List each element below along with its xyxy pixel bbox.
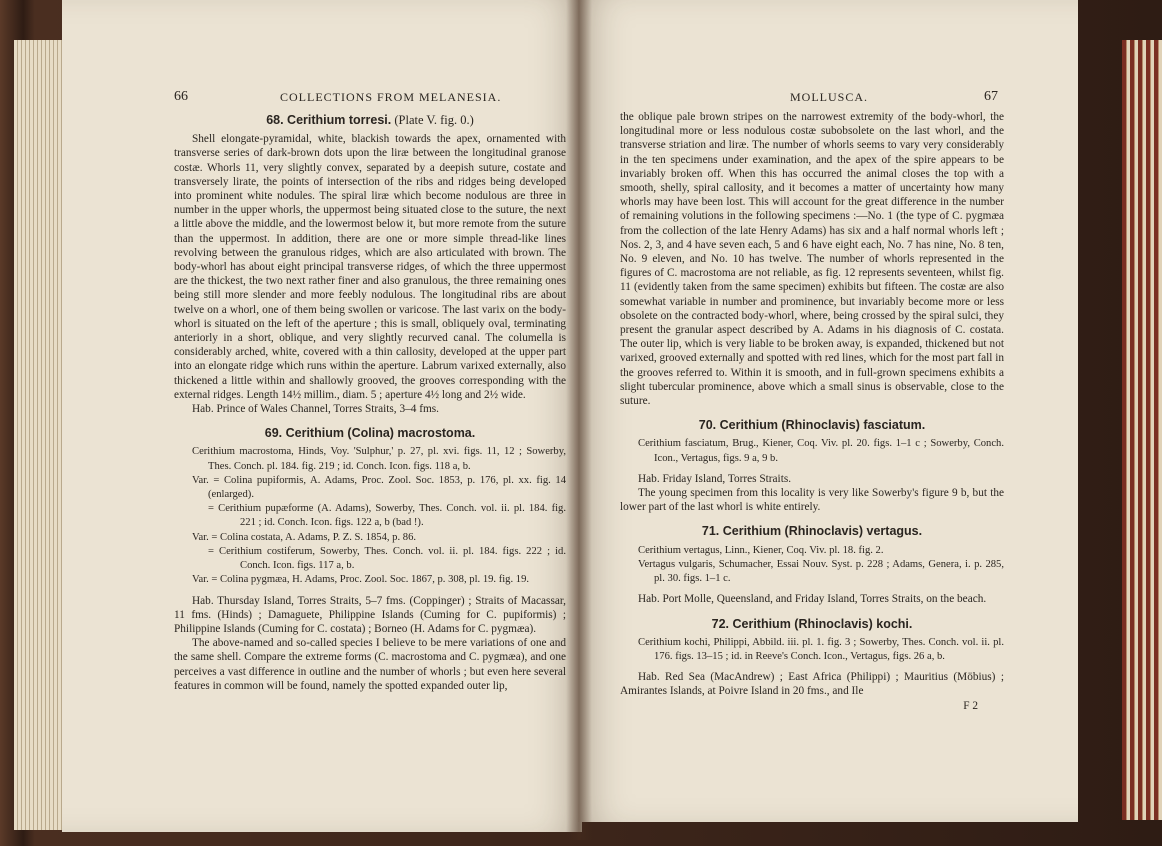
species-title: 70. Cerithium (Rhinoclavis) fasciatum.: [698, 418, 926, 433]
synonymy-ref: Cerithium vertagus, Linn., Kiener, Coq. Viv. pl. 18. fig. 2.: [638, 544, 884, 556]
synonymy-ref: Cerithium kochi, Philippi, Abbild. iii. pl. 1. fig. 3 ; Sowerby, Thes. Conch. vol. ii. pl. 176. figs. 13–15 ; id. in Reeve's Conch. Icon., Vertagus, figs. 26 a, b.: [638, 636, 1004, 662]
synonymy-ref: Var. = Colina costata, A. Adams, P. Z. S. 1854, p. 86.: [192, 531, 417, 543]
page-number: 66: [174, 89, 188, 104]
synonymy-ref: = Cerithium costiferum, Sowerby, Thes. Conch. vol. ii. pl. 184. figs. 222 ; id. Conch. Icon. figs. 117 a, b.: [208, 545, 566, 572]
synonymy-ref: Var. = Colina pupiformis, A. Adams, Proc. Zool. Soc. 1853, p. 176, pl. xx. fig. 14 (enlarged).: [192, 474, 566, 501]
right-text-column: [620, 110, 1004, 713]
habitat-line: Hab. Friday Island, Torres Straits.: [638, 472, 792, 485]
synonymy-ref: Cerithium fasciatum, Brug., Kiener, Coq. Viv. pl. 20. figs. 1–1 c ; Sowerby, Conch. Icon., Vertagus, figs. 9 a, 9 b.: [638, 438, 1004, 464]
synonymy-ref: = Cerithium pupæforme (A. Adams), Sowerby, Thes. Conch. vol. ii. pl. 184. fig. 221 ; id. Conch. Icon. figs. 122 a, b (bad !).: [208, 503, 566, 529]
species-title: 69. Cerithium (Colina) macrostoma.: [264, 426, 476, 441]
continued-paragraph: the oblique pale brown stripes on the narrowest extremity of the body-whorl, the longitudinal more or less nodulous costæ subobsolete on the last whorl, and the transverse striation and liræ. The number of whorls seems to vary very considerably in the ten specimens under examination, and the apex of the spire appears to be invariably broken off. When this has occurred the animal closes the top with a smooth, shelly, spiral callosity, and it becomes a matter of uncertainty how many whorls may have been lost. This will account for the great difference in the number of remaining volutions in the following specimens :—No. 1 (the type of C. pygmæa from the collection of the late Henry Adams) has six and a half normal whorls left ; Nos. 2, 3, and 4 have seven each, 5 and 6 have eight each, No. 7 has nine, No. 8 ten, No. 9 eleven, and No. 10 has twelve. The number of whorls represented in the figures of C. macrostoma are not reliable, as fig. 12 represents seventeen, whilst fig. 11 (evidently taken from the same specimen) exhibits but fifteen. The costæ are also somewhat variable in number and prominence, but invariably become more or less obsolete on the contracted body-whorl, where, being crossed by the spiral sulci, they present the granular aspect described by A. Adams in his diagnosis of C. costata. The outer lip, which is very liable to be broken away, is expanded, thickened but not varixed, grooved externally and spotted with red lines, which for the most part fall in the grooves referred to. Within it is smooth, and in full-grown specimens exhibits a slight tubercular prominence, above which a small sinus is observable, close to the suture.: [620, 111, 1004, 408]
synonymy-ref: Cerithium macrostoma, Hinds, Voy. 'Sulphur,' p. 27, pl. xvi. figs. 11, 12 ; Sowerby, Thes. Conch. pl. 184. fig. 219 ; id. Conch. Icon. figs. 118 a, b.: [192, 446, 566, 472]
habitat-line: Hab. Port Molle, Queensland, and Friday Island, Torres Straits, on the beach.: [638, 593, 987, 606]
page-number: 67: [984, 89, 998, 104]
synonymy-ref: Var. = Colina pygmæa, H. Adams, Proc. Zool. Soc. 1867, p. 308, pl. 19. fig. 19.: [192, 574, 530, 586]
species-title: 68. Cerithium torresi.: [266, 113, 392, 127]
section-heading: [174, 426, 566, 440]
printer-signature: F 2: [963, 699, 978, 712]
book-gutter: [566, 0, 592, 840]
left-text-column: [174, 106, 566, 693]
section-heading: [620, 524, 1004, 538]
habitat-line: Hab. Thursday Island, Torres Straits, 5–7 fms. (Coppinger) ; Straits of Macassar, 11 fms. (Hinds) ; Damaguete, Philippine Islands (Cuming for C. pupiformis) ; Philippine Islands (Cuming for C. costata) ; Borneo (H. Adams for C. pygmæa).: [174, 594, 566, 635]
section-heading: [620, 418, 1004, 432]
section-heading: [174, 113, 566, 127]
plate-ref: (Plate V. fig. 0.): [394, 113, 474, 127]
page-edges-right: [1122, 40, 1162, 820]
left-page: [62, 0, 582, 832]
species-title: 72. Cerithium (Rhinoclavis) kochi.: [711, 616, 913, 631]
description-paragraph: Shell elongate-pyramidal, white, blackish towards the apex, ornamented with transverse series of dark-brown dots upon the liræ between the longitudinal granose costæ. Whorls 11, very slightly convex, separated by a deepish suture, costate and transversely lirate, the points of intersection of the ribs and ridges being developed into prominent white nodules. The spiral liræ which become nodulous are three in number in the upper whorls, the uppermost being situated close to the suture, the next a little above the middle, and the lowermost below it, but more remote from the suture than the uppermost. In addition, there are one or more simple thread-like lines revolving between the granulous ridges, which are also articulated with brown. The body-whorl has about eight principal transverse ridges, of which the three uppermost are the thickest, the two next rather finer and also granulous, the three remaining ones being still more slender and more feebly nodulous. The longitudinal ribs are about twelve on a whorl, one of them being swollen or varicose. The last varix on the body-whorl is situated on the left of the aperture ; this is small, obliquely oval, terminating anteriorly in a short, oblique, and very slightly recurved canal. The columella is considerably arched, white, covered with a thin callosity, developed at the upper part into an elongate ridge which runs within the aperture. Labrum varixed externally, also thickened a little within and shallowly grooved, the grooves corresponding with the external ridges. Length 14½ millim., diam. 5 ; aperture 4½ long and 2½ wide.: [174, 133, 566, 401]
habitat-line: Hab. Red Sea (MacAndrew) ; East Africa (Philippi) ; Mauritius (Möbius) ; Amirantes Islands, at Poivre Island in 20 fms., and Ile: [620, 671, 1004, 698]
discussion-paragraph: The young specimen from this locality is very like Sowerby's figure 9 b, but the lower part of the last whorl is white entirely.: [620, 487, 1004, 514]
species-title: 71. Cerithium (Rhinoclavis) vertagus.: [701, 524, 923, 539]
section-heading: [620, 617, 1004, 631]
synonymy-ref: Vertagus vulgaris, Schumacher, Essai Nouv. Syst. p. 228 ; Adams, Genera, i. p. 285, pl. 30. figs. 1–1 c.: [638, 558, 1004, 585]
running-head: COLLECTIONS FROM MELANESIA.: [280, 90, 502, 104]
discussion-paragraph: The above-named and so-called species I believe to be mere variations of one and the same shell. Compare the extreme forms (C. macrostoma and C. pygmæa), and one perceives a vast difference in outline and the number of whorls ; but even here several features in common will be found, namely the spotted expanded outer lip,: [174, 637, 566, 692]
right-page: [578, 0, 1078, 822]
habitat-line: Hab. Prince of Wales Channel, Torres Straits, 3–4 fms.: [192, 403, 439, 416]
running-head: MOLLUSCA.: [790, 90, 869, 104]
